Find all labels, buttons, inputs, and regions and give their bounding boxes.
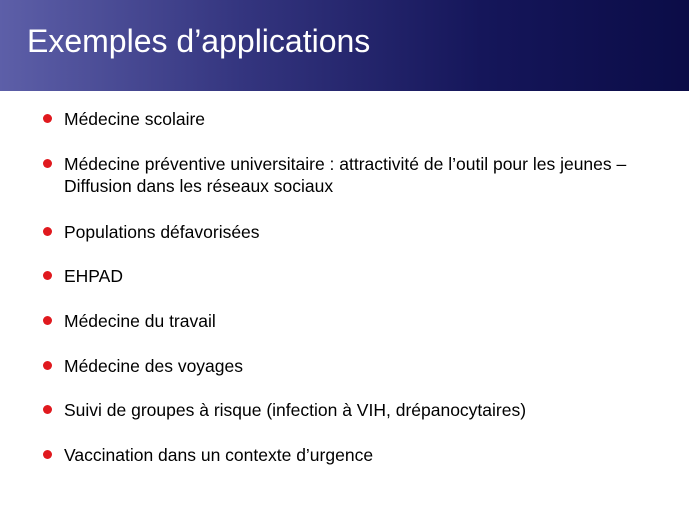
bullet-text: Médecine du travail xyxy=(64,311,216,331)
bullet-text: Médecine scolaire xyxy=(64,109,206,129)
bullet-dot-icon xyxy=(43,361,52,370)
bullet-dot-icon xyxy=(43,405,52,414)
bullet-text: Médecine des voyages xyxy=(64,356,243,376)
bullet-text: Suivi de groupes à risque (infection à VIH, drépanocytaires) xyxy=(64,400,527,420)
bullet-dot-icon xyxy=(43,271,52,280)
slide-title: Exemples d’applications xyxy=(27,23,371,59)
bullet-dot-icon xyxy=(43,114,52,123)
bullet-dot-icon xyxy=(43,227,52,236)
bullet-text: Médecine préventive universitaire : attractivité de l’outil pour les jeunes – Diffusion dans les réseaux sociaux xyxy=(64,154,627,196)
bullet-text: Populations défavorisées xyxy=(64,222,260,242)
bullet-dot-icon xyxy=(43,316,52,325)
bullet-text: Vaccination dans un contexte d’urgence xyxy=(64,445,374,465)
bullet-dot-icon xyxy=(43,159,52,168)
bullet-dot-icon xyxy=(43,450,52,459)
bullet-text: EHPAD xyxy=(64,266,123,286)
